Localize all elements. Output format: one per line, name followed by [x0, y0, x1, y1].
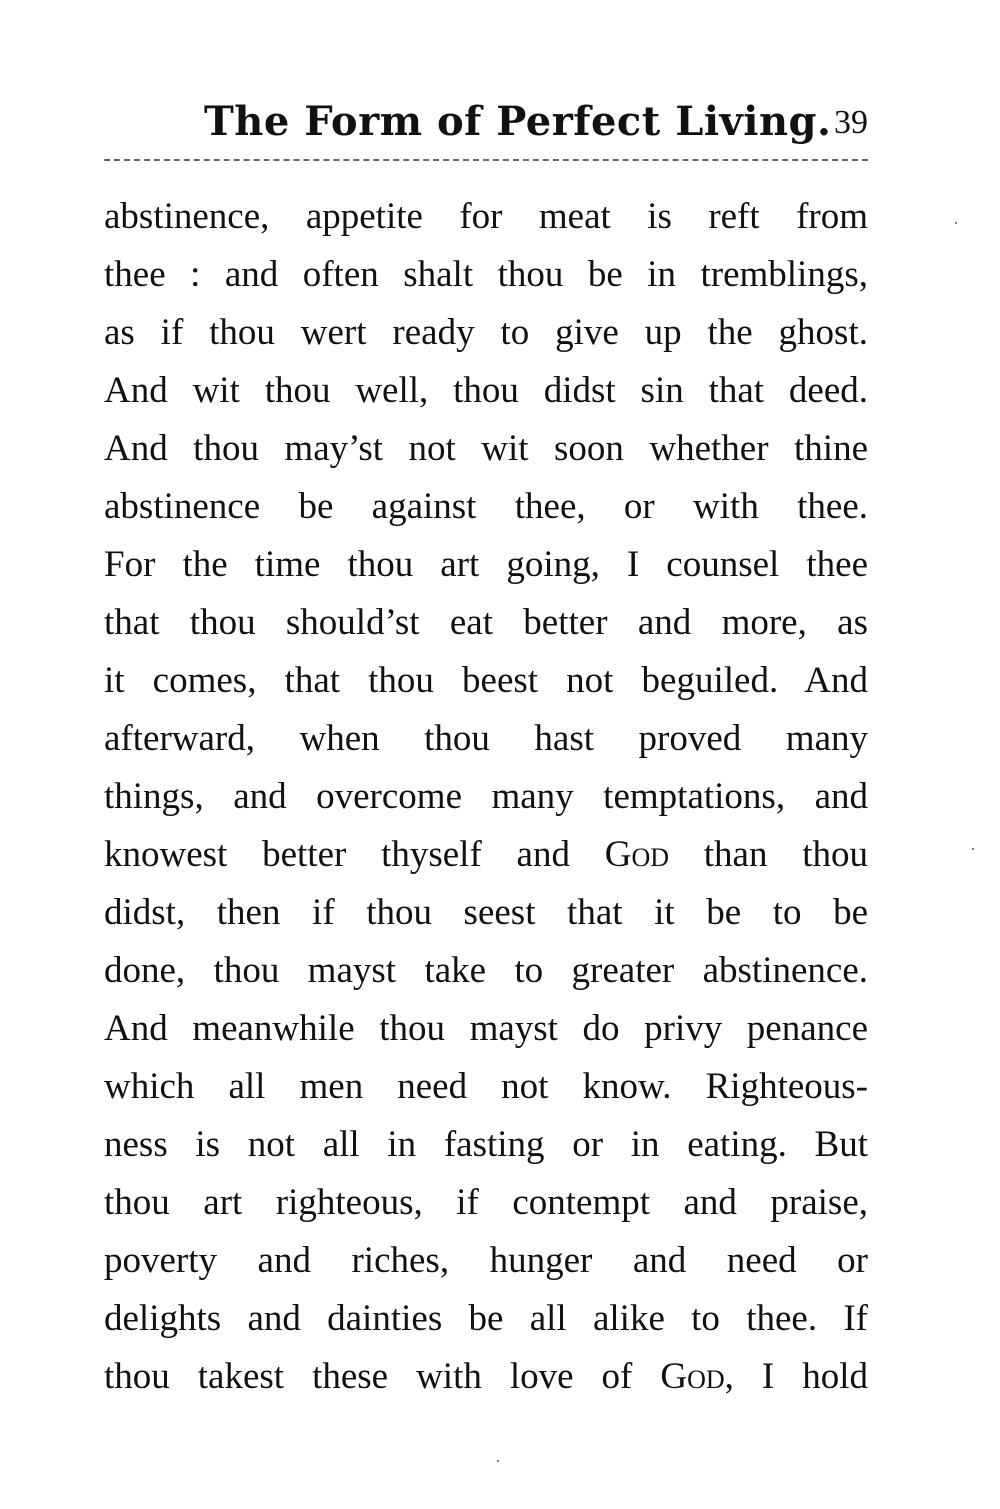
text-line: that thou should’st eat better and more, as [104, 602, 868, 643]
text-line: abstinence be against thee, or with thee. [104, 486, 868, 527]
paper-speck [955, 222, 957, 224]
small-caps-word: God [604, 834, 669, 875]
header-rule [104, 159, 868, 161]
paper-speck [972, 848, 974, 850]
paper-speck [497, 1460, 499, 1462]
text-line: And wit thou well, thou didst sin that deed. [104, 370, 868, 411]
text-line: thou takest these with love of God, I hold [104, 1356, 868, 1397]
text-line: afterward, when thou hast proved many [104, 718, 868, 759]
text-line: it comes, that thou beest not beguiled. And [104, 660, 868, 701]
running-head [104, 96, 868, 166]
text-line: abstinence, appetite for meat is reft from [104, 196, 868, 237]
text-line: delights and dainties be all alike to thee. If [104, 1298, 868, 1339]
text-line: as if thou wert ready to give up the ghost. [104, 312, 868, 353]
text-line: And meanwhile thou mayst do privy penance [104, 1008, 868, 1049]
text-line: didst, then if thou seest that it be to be [104, 892, 868, 933]
text-line: ness is not all in fasting or in eating. But [104, 1124, 868, 1165]
text-line: For the time thou art going, I counsel thee [104, 544, 868, 585]
text-line: poverty and riches, hunger and need or [104, 1240, 868, 1281]
text-line: done, thou mayst take to greater abstinence. [104, 950, 868, 991]
text-line: thee : and often shalt thou be in tremblings, [104, 254, 868, 295]
text-line: knowest better thyself and God than thou [104, 834, 868, 875]
text-line: things, and overcome many temptations, and [104, 776, 868, 817]
page-number: 39 [834, 104, 868, 141]
text-line: thou art righteous, if contempt and praise, [104, 1182, 868, 1223]
text-line: which all men need not know. Righteous- [104, 1066, 868, 1107]
text-line: And thou may’st not wit soon whether thine [104, 428, 868, 469]
body-text [104, 188, 868, 1406]
small-caps-word: God [660, 1356, 725, 1397]
running-title: The Form of Perfect Living. [204, 98, 832, 145]
